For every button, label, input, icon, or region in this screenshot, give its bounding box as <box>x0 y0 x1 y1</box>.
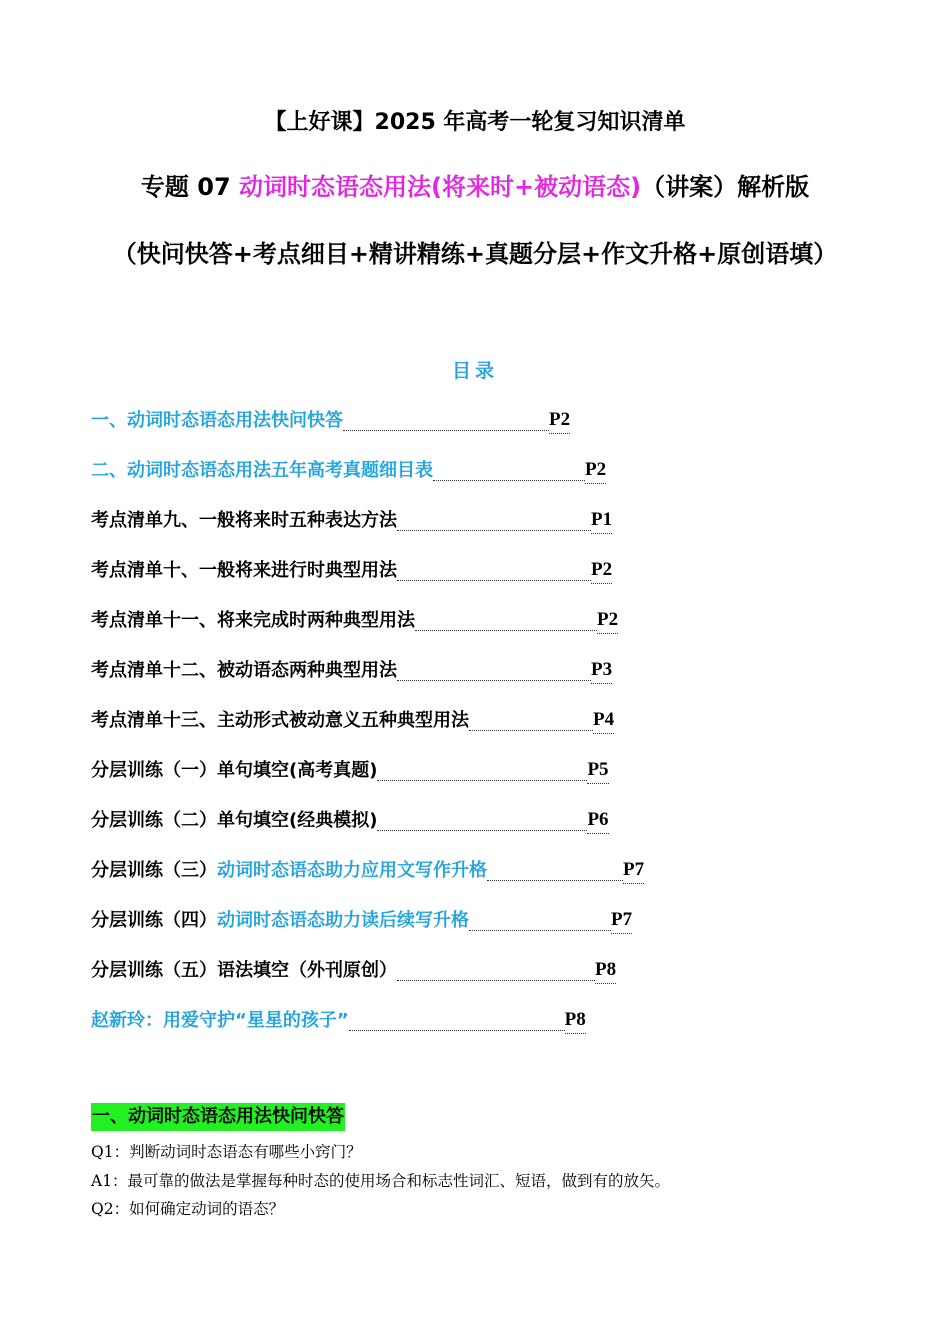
toc-item-label: 分层训练（一）单句填空(高考真题) <box>91 760 378 781</box>
question-1: Q1：判断动词时态语态有哪些小窍门？ <box>91 1143 362 1161</box>
toc-item-page: P2 <box>585 457 606 484</box>
toc-item[interactable] <box>91 456 606 484</box>
doc-subtitle: （快问快答+考点细目+精讲精练+真题分层+作文升格+原创语填） <box>112 240 838 268</box>
toc-item-label: 一、动词时态语态用法快问快答 <box>91 410 343 431</box>
toc-leader <box>377 812 587 831</box>
toc-item[interactable] <box>91 1006 586 1034</box>
doc-title-highlight: 动词时态语态用法(将来时+被动语态) <box>239 173 642 201</box>
toc-item[interactable] <box>91 706 614 734</box>
toc-item-label: 考点清单九、一般将来时五种表达方法 <box>91 510 397 531</box>
doc-header-line1: 【上好课】2025 年高考一轮复习知识清单 <box>264 110 686 135</box>
toc-item-page: P6 <box>587 807 608 834</box>
answer-1: A1：最可靠的做法是掌握每种时态的使用场合和标志性词汇、短语，做到有的放矢。 <box>91 1172 671 1190</box>
toc-item-page: P8 <box>595 957 616 984</box>
toc-leader <box>415 612 597 631</box>
toc-item[interactable] <box>91 656 612 684</box>
toc-item-page: P7 <box>611 907 632 934</box>
toc-leader <box>397 962 595 981</box>
toc-item-label: 二、动词时态语态用法五年高考真题细目表 <box>91 460 433 481</box>
toc-item-page: P7 <box>623 857 644 884</box>
toc-item[interactable] <box>91 756 609 784</box>
toc-item-page: P1 <box>591 507 612 534</box>
toc-item[interactable] <box>91 606 618 634</box>
doc-title-suffix: （讲案）解析版 <box>641 173 810 201</box>
toc-item-label: 考点清单十二、被动语态两种典型用法 <box>91 660 397 681</box>
toc-item[interactable] <box>91 556 612 584</box>
toc-leader <box>433 462 585 481</box>
section-heading: 一、动词时态语态用法快问快答 <box>91 1103 345 1131</box>
toc-leader <box>487 862 623 881</box>
toc-item-label: 分层训练（三）动词时态语态助力应用文写作升格 <box>91 860 487 881</box>
toc-item[interactable] <box>91 956 616 984</box>
toc-item-page: P5 <box>587 757 608 784</box>
toc-title: 目录 <box>451 360 498 382</box>
toc-item-page: P2 <box>549 407 570 434</box>
toc-item-label: 分层训练（四）动词时态语态助力读后续写升格 <box>91 910 469 931</box>
toc-item-label: 考点清单十三、主动形式被动意义五种典型用法 <box>91 710 469 731</box>
toc-item-page: P8 <box>565 1007 586 1034</box>
toc-leader <box>343 412 549 431</box>
toc-item[interactable] <box>91 806 609 834</box>
toc-item[interactable] <box>91 906 632 934</box>
toc-item[interactable] <box>91 856 644 884</box>
toc-item-page: P3 <box>591 657 612 684</box>
toc-leader <box>397 512 591 531</box>
toc-leader <box>377 762 587 781</box>
toc-item[interactable] <box>91 406 570 434</box>
toc-item-label: 考点清单十一、将来完成时两种典型用法 <box>91 610 415 631</box>
toc-leader <box>397 662 591 681</box>
question-2: Q2：如何确定动词的语态？ <box>91 1200 285 1218</box>
toc-item-page: P2 <box>591 557 612 584</box>
doc-title-prefix: 专题 07 <box>140 173 240 201</box>
toc-leader <box>397 562 591 581</box>
toc-item[interactable] <box>91 506 612 534</box>
toc-leader <box>349 1012 565 1031</box>
toc-item-label: 赵新玲：用爱守护“星星的孩子” <box>91 1010 349 1031</box>
toc-item-page: P4 <box>593 707 614 734</box>
toc-item-page: P2 <box>597 607 618 634</box>
toc-leader <box>469 912 611 931</box>
toc-item-label: 分层训练（五）语法填空（外刊原创） <box>91 960 397 981</box>
toc-item-label: 考点清单十、一般将来进行时典型用法 <box>91 560 397 581</box>
toc-item-label: 分层训练（二）单句填空(经典模拟) <box>91 810 378 831</box>
doc-title <box>0 168 950 206</box>
toc-leader <box>469 712 593 731</box>
